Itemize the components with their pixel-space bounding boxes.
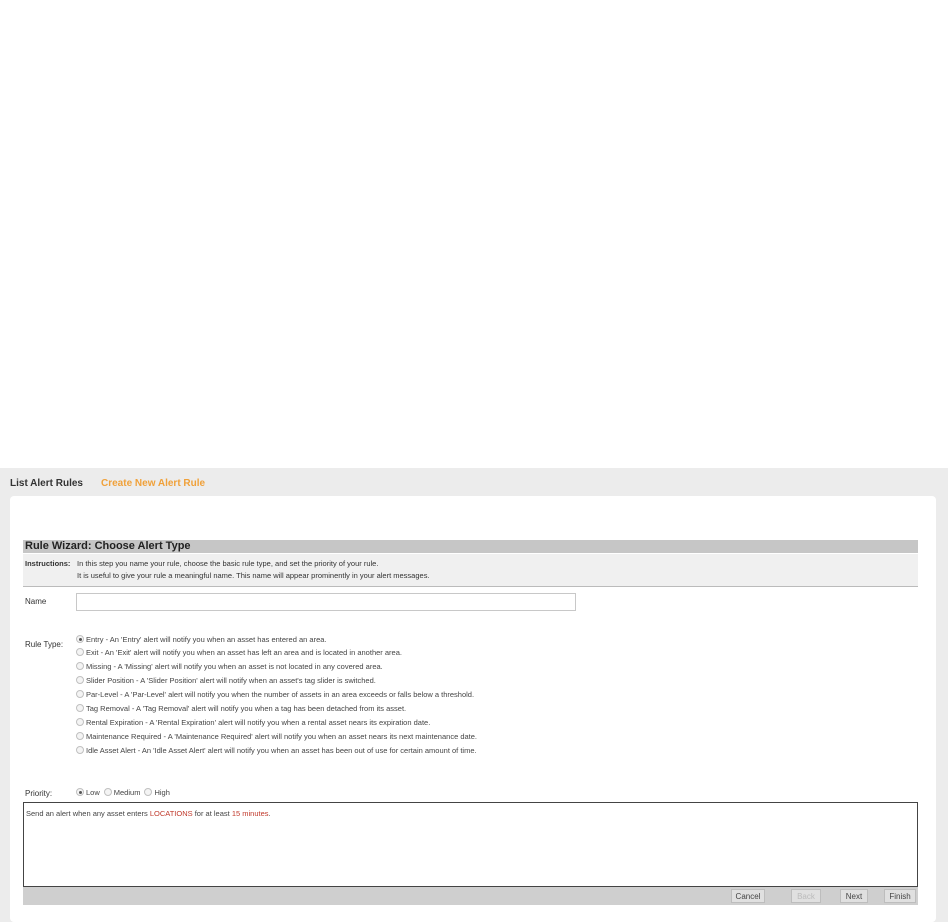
radio-button[interactable] (76, 690, 84, 698)
rule-type-option-maintenance-required[interactable] (76, 731, 477, 742)
rule-type-option-label: Par-Level - A 'Par-Level' alert will notify you when the number of assets in an area exceeds or falls below a threshold. (86, 690, 475, 699)
rule-type-option-label: Idle Asset Alert - An 'Idle Asset Alert' alert will notify you when an asset has been out of use for certain amount of time. (86, 746, 477, 755)
back-button[interactable]: Back (791, 889, 821, 903)
radio-button[interactable] (76, 718, 84, 726)
tab-create-new-alert-rule[interactable]: Create New Alert Rule (101, 478, 206, 489)
instructions-label: Instructions: (25, 559, 71, 568)
summary-text-middle: for at least (192, 809, 232, 818)
radio-button[interactable] (76, 676, 84, 684)
rule-type-option-tag-removal[interactable] (76, 703, 406, 714)
name-input[interactable] (76, 593, 576, 611)
summary-minutes-link[interactable]: 15 minutes (231, 809, 269, 818)
rule-type-option-label: Entry - An 'Entry' alert will notify you when an asset has entered an area. (86, 635, 327, 644)
instructions-text-line2: It is useful to give your rule a meaningful name. This name will appear prominently in your alert messages. (77, 571, 430, 580)
summary-text-prefix: Send an alert when any asset enters (26, 809, 150, 818)
rule-type-option-label: Exit - An 'Exit' alert will notify you when an asset has left an area and is located in another area. (86, 648, 402, 657)
rule-type-option-par-level[interactable] (76, 689, 474, 700)
radio-button-checked[interactable] (76, 788, 84, 796)
radio-button-checked[interactable] (76, 635, 84, 643)
tab-list-alert-rules[interactable]: List Alert Rules (10, 478, 83, 489)
rule-type-option-missing[interactable] (76, 661, 383, 672)
rule-type-option-entry[interactable] (76, 634, 327, 645)
next-button[interactable]: Next (840, 889, 868, 903)
radio-button[interactable] (76, 648, 84, 656)
priority-option-label: Medium (113, 788, 141, 797)
finish-button[interactable]: Finish (884, 889, 916, 903)
radio-button[interactable] (76, 704, 84, 712)
rule-type-option-label: Missing - A 'Missing' alert will notify you when an asset is not located in any covered area. (86, 662, 383, 671)
priority-option-high[interactable] (144, 788, 169, 797)
radio-button[interactable] (76, 662, 84, 670)
rule-type-option-rental-expiration[interactable] (76, 717, 430, 728)
rule-type-option-label: Tag Removal - A 'Tag Removal' alert will notify you when a tag has been detached from its asset. (86, 704, 407, 713)
rule-type-option-idle-asset-alert[interactable] (76, 745, 477, 756)
radio-button[interactable] (76, 746, 84, 754)
instructions-text-line1: In this step you name your rule, choose the basic rule type, and set the priority of your rule. (77, 559, 379, 568)
radio-button[interactable] (76, 732, 84, 740)
rule-type-option-slider-position[interactable] (76, 675, 376, 686)
radio-button[interactable] (144, 788, 152, 796)
rule-type-option-label: Slider Position - A 'Slider Position' alert will notify when an asset's tag slider is switched. (86, 676, 376, 685)
priority-label: Priority: (25, 789, 53, 798)
priority-option-medium[interactable] (104, 788, 141, 797)
rule-type-label: Rule Type: (25, 640, 64, 649)
priority-option-label: Low (86, 788, 100, 797)
priority-option-label: High (154, 788, 170, 797)
name-label: Name (25, 597, 47, 606)
radio-button[interactable] (104, 788, 112, 796)
wizard-button-bar (23, 887, 918, 905)
rule-type-option-exit[interactable] (76, 647, 402, 658)
summary-locations-link[interactable]: LOCATIONS (149, 809, 193, 818)
priority-option-low[interactable] (76, 788, 100, 797)
instructions-box (23, 554, 918, 587)
rule-summary-box (23, 802, 918, 887)
priority-options (76, 787, 174, 798)
rule-type-option-label: Maintenance Required - A 'Maintenance Required' alert will notify you when an asset nears its next maintenance date. (86, 732, 478, 741)
summary-text-suffix: . (268, 809, 271, 818)
cancel-button[interactable]: Cancel (731, 889, 765, 903)
wizard-title: Rule Wizard: Choose Alert Type (23, 540, 918, 553)
rule-type-option-label: Rental Expiration - A 'Rental Expiration' alert will notify you when a rental asset nears its expiration date. (86, 718, 431, 727)
